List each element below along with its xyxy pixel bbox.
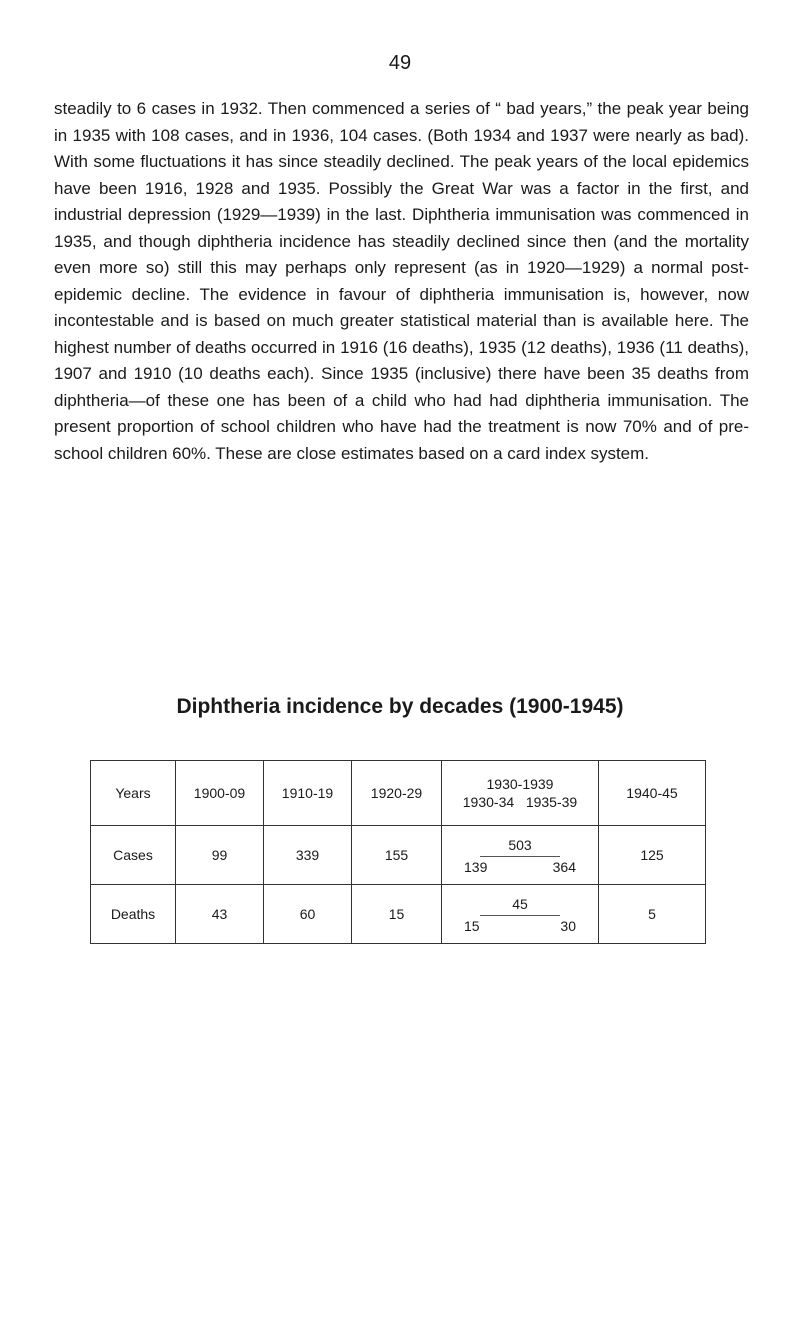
cases-1930-34: 139 — [464, 858, 488, 875]
cases-label: Cases — [91, 826, 176, 885]
header-1910-19: 1910-19 — [264, 761, 352, 826]
brace-divider — [480, 856, 560, 857]
cases-row — [91, 826, 706, 885]
deaths-1900-09: 43 — [176, 885, 264, 944]
cases-1935-39: 364 — [552, 858, 576, 875]
header-1930-39 — [442, 761, 599, 826]
incidence-table — [90, 760, 706, 944]
cases-1930-39-total: 503 — [508, 836, 532, 853]
header-1940-45: 1940-45 — [599, 761, 706, 826]
show-through-bleed — [40, 950, 760, 1130]
deaths-label: Deaths — [91, 885, 176, 944]
header-1930-34: 1930-34 — [462, 794, 515, 810]
header-1900-09: 1900-09 — [176, 761, 264, 826]
deaths-row — [91, 885, 706, 944]
header-row — [91, 761, 706, 826]
cases-1920-29: 155 — [352, 826, 442, 885]
header-1935-39: 1935-39 — [525, 794, 578, 810]
deaths-1940-45: 5 — [599, 885, 706, 944]
header-1920-29: 1920-29 — [352, 761, 442, 826]
body-paragraph: steadily to 6 cases in 1932. Then commenced a series of “ bad years,” the peak year being in 1935 with 108 cases, and in 1936, 104 cases. (Both 1934 and 1937 were nearly as bad). With some fluctuations it has since steadily declined. The peak years of the local epidemics have been 1916, 1928 and 1935. Possibly the Great War was a factor in the first, and industrial depression (1929—1939) in the last. Diphtheria immunisation was commenced in 1935, and though diphtheria incidence has steadily declined since then (and the mortality even more so) still this may perhaps only represent (as in 1920—1929) a normal post-epidemic decline. The evidence in favour of diphtheria immunisation is, however, now incontestable and is based on much greater statistical material than is available here. The highest number of deaths occurred in 1916 (16 deaths), 1935 (12 deaths), 1936 (11 deaths), 1907 and 1910 (10 deaths each). Since 1935 (inclusive) there have been 35 deaths from diphtheria—of these one has been of a child who had had diphtheria immunisation. The present proportion of school children who have had the treatment is now 70% and of pre-school children 60%. These are close estimates based on a card index system. — [54, 99, 749, 463]
header-1930-39-main: 1930-1939 — [486, 776, 554, 792]
deaths-1920-29: 15 — [352, 885, 442, 944]
cases-1940-45: 125 — [599, 826, 706, 885]
page-number: 49 — [388, 52, 412, 74]
deaths-1930-39 — [442, 885, 599, 944]
cases-1930-39 — [442, 826, 599, 885]
cases-1900-09: 99 — [176, 826, 264, 885]
header-years: Years — [91, 761, 176, 826]
brace-divider — [480, 915, 560, 916]
deaths-1930-34: 15 — [464, 917, 480, 934]
deaths-1930-39-total: 45 — [512, 895, 528, 912]
table-title: Diphtheria incidence by decades (1900-1945) — [176, 695, 624, 718]
deaths-1935-39: 30 — [560, 917, 576, 934]
deaths-1910-19: 60 — [264, 885, 352, 944]
cases-1910-19: 339 — [264, 826, 352, 885]
